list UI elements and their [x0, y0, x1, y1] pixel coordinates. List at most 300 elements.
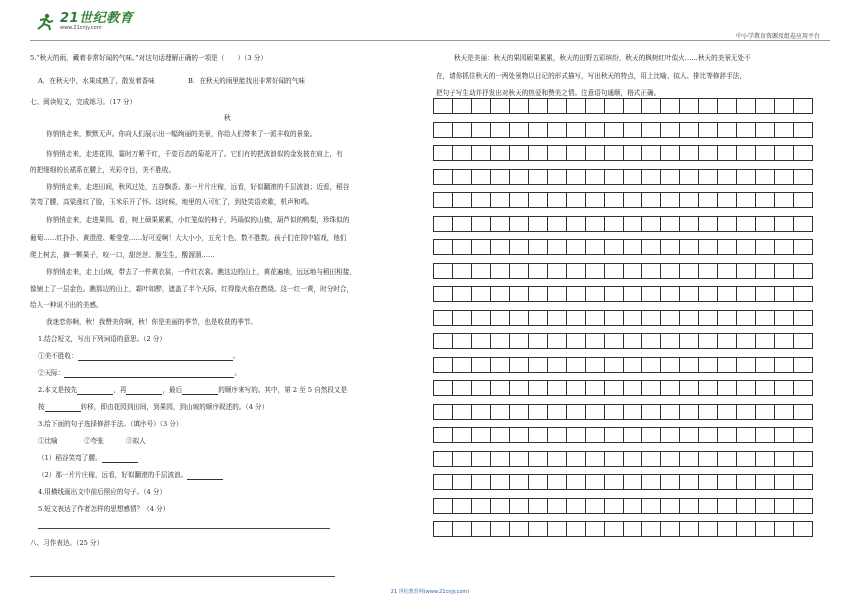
grid-cell[interactable] — [548, 428, 567, 442]
grid-cell[interactable] — [775, 170, 794, 184]
grid-cell[interactable] — [453, 170, 472, 184]
grid-cell[interactable] — [491, 240, 510, 254]
grid-cell[interactable] — [605, 193, 624, 207]
grid-cell[interactable] — [548, 240, 567, 254]
grid-cell[interactable] — [510, 123, 529, 137]
grid-cell[interactable] — [680, 475, 699, 489]
grid-cell[interactable] — [680, 264, 699, 278]
grid-cell[interactable] — [756, 99, 775, 113]
grid-cell[interactable] — [775, 499, 794, 513]
grid-cell[interactable] — [794, 475, 812, 489]
grid-cell[interactable] — [661, 381, 680, 395]
grid-cell[interactable] — [624, 311, 643, 325]
grid-cell[interactable] — [718, 264, 737, 278]
grid-cell[interactable] — [737, 428, 756, 442]
grid-cell[interactable] — [699, 334, 718, 348]
grid-cell[interactable] — [491, 287, 510, 301]
grid-cell[interactable] — [794, 405, 812, 419]
answer-blank[interactable] — [78, 353, 233, 361]
grid-cell[interactable] — [548, 311, 567, 325]
grid-cell[interactable] — [680, 240, 699, 254]
grid-cell[interactable] — [472, 334, 491, 348]
grid-cell[interactable] — [699, 428, 718, 442]
grid-cell[interactable] — [586, 428, 605, 442]
grid-cell[interactable] — [624, 428, 643, 442]
grid-cell[interactable] — [605, 334, 624, 348]
grid-cell[interactable] — [718, 217, 737, 231]
grid-cell[interactable] — [510, 522, 529, 536]
grid-cell[interactable] — [605, 240, 624, 254]
grid-cell[interactable] — [699, 264, 718, 278]
grid-cell[interactable] — [472, 170, 491, 184]
grid-cell[interactable] — [529, 123, 548, 137]
grid-cell[interactable] — [434, 405, 453, 419]
grid-cell[interactable] — [567, 123, 586, 137]
grid-cell[interactable] — [680, 334, 699, 348]
grid-cell[interactable] — [794, 522, 812, 536]
answer-blank[interactable] — [126, 387, 162, 395]
grid-cell[interactable] — [529, 264, 548, 278]
grid-cell[interactable] — [529, 287, 548, 301]
grid-cell[interactable] — [510, 311, 529, 325]
grid-cell[interactable] — [567, 311, 586, 325]
grid-cell[interactable] — [567, 475, 586, 489]
grid-cell[interactable] — [510, 170, 529, 184]
grid-cell[interactable] — [605, 311, 624, 325]
grid-cell[interactable] — [775, 264, 794, 278]
grid-cell[interactable] — [737, 311, 756, 325]
grid-cell[interactable] — [491, 381, 510, 395]
grid-cell[interactable] — [661, 405, 680, 419]
grid-cell[interactable] — [718, 428, 737, 442]
grid-cell[interactable] — [567, 146, 586, 160]
grid-cell[interactable] — [434, 522, 453, 536]
grid-cell[interactable] — [661, 475, 680, 489]
grid-cell[interactable] — [453, 217, 472, 231]
grid-cell[interactable] — [794, 170, 812, 184]
grid-cell[interactable] — [661, 217, 680, 231]
grid-cell[interactable] — [624, 264, 643, 278]
grid-cell[interactable] — [548, 452, 567, 466]
grid-cell[interactable] — [794, 334, 812, 348]
grid-cell[interactable] — [661, 170, 680, 184]
grid-cell[interactable] — [586, 123, 605, 137]
grid-cell[interactable] — [434, 217, 453, 231]
grid-cell[interactable] — [661, 358, 680, 372]
grid-cell[interactable] — [624, 193, 643, 207]
grid-cell[interactable] — [453, 311, 472, 325]
grid-cell[interactable] — [756, 475, 775, 489]
grid-cell[interactable] — [567, 499, 586, 513]
grid-cell[interactable] — [453, 193, 472, 207]
grid-cell[interactable] — [661, 123, 680, 137]
grid-cell[interactable] — [548, 405, 567, 419]
grid-cell[interactable] — [434, 475, 453, 489]
grid-cell[interactable] — [794, 217, 812, 231]
grid-cell[interactable] — [756, 452, 775, 466]
grid-cell[interactable] — [453, 334, 472, 348]
answer-blank[interactable] — [102, 455, 138, 463]
grid-cell[interactable] — [699, 99, 718, 113]
grid-cell[interactable] — [453, 452, 472, 466]
grid-cell[interactable] — [472, 405, 491, 419]
grid-cell[interactable] — [624, 217, 643, 231]
grid-cell[interactable] — [472, 264, 491, 278]
grid-cell[interactable] — [605, 99, 624, 113]
grid-cell[interactable] — [642, 499, 661, 513]
grid-cell[interactable] — [661, 146, 680, 160]
grid-cell[interactable] — [718, 240, 737, 254]
grid-cell[interactable] — [642, 522, 661, 536]
grid-cell[interactable] — [756, 334, 775, 348]
grid-cell[interactable] — [699, 381, 718, 395]
grid-cell[interactable] — [453, 522, 472, 536]
grid-cell[interactable] — [718, 522, 737, 536]
answer-blank[interactable] — [187, 472, 223, 480]
grid-cell[interactable] — [472, 381, 491, 395]
grid-cell[interactable] — [605, 381, 624, 395]
grid-cell[interactable] — [434, 287, 453, 301]
grid-cell[interactable] — [529, 170, 548, 184]
grid-cell[interactable] — [472, 123, 491, 137]
grid-cell[interactable] — [491, 334, 510, 348]
grid-cell[interactable] — [775, 99, 794, 113]
grid-cell[interactable] — [794, 264, 812, 278]
grid-cell[interactable] — [775, 123, 794, 137]
grid-cell[interactable] — [737, 405, 756, 419]
grid-cell[interactable] — [472, 193, 491, 207]
grid-cell[interactable] — [718, 358, 737, 372]
grid-cell[interactable] — [718, 452, 737, 466]
grid-cell[interactable] — [434, 99, 453, 113]
grid-cell[interactable] — [699, 499, 718, 513]
grid-cell[interactable] — [434, 428, 453, 442]
grid-cell[interactable] — [642, 264, 661, 278]
grid-cell[interactable] — [453, 123, 472, 137]
grid-cell[interactable] — [529, 475, 548, 489]
grid-cell[interactable] — [775, 475, 794, 489]
grid-cell[interactable] — [642, 287, 661, 301]
grid-cell[interactable] — [756, 193, 775, 207]
grid-cell[interactable] — [491, 358, 510, 372]
grid-cell[interactable] — [794, 240, 812, 254]
grid-cell[interactable] — [642, 334, 661, 348]
grid-cell[interactable] — [699, 287, 718, 301]
grid-cell[interactable] — [624, 99, 643, 113]
grid-cell[interactable] — [453, 287, 472, 301]
grid-cell[interactable] — [624, 381, 643, 395]
grid-cell[interactable] — [737, 358, 756, 372]
grid-cell[interactable] — [491, 123, 510, 137]
grid-cell[interactable] — [737, 287, 756, 301]
grid-cell[interactable] — [794, 311, 812, 325]
grid-cell[interactable] — [434, 193, 453, 207]
grid-cell[interactable] — [605, 146, 624, 160]
grid-cell[interactable] — [548, 264, 567, 278]
grid-cell[interactable] — [661, 428, 680, 442]
grid-cell[interactable] — [680, 428, 699, 442]
grid-cell[interactable] — [605, 405, 624, 419]
grid-cell[interactable] — [756, 311, 775, 325]
grid-cell[interactable] — [642, 193, 661, 207]
grid-cell[interactable] — [737, 334, 756, 348]
grid-cell[interactable] — [586, 146, 605, 160]
grid-cell[interactable] — [548, 193, 567, 207]
grid-cell[interactable] — [624, 334, 643, 348]
grid-cell[interactable] — [472, 146, 491, 160]
grid-cell[interactable] — [699, 193, 718, 207]
grid-cell[interactable] — [775, 311, 794, 325]
grid-cell[interactable] — [529, 522, 548, 536]
grid-cell[interactable] — [680, 381, 699, 395]
grid-cell[interactable] — [794, 381, 812, 395]
grid-cell[interactable] — [605, 475, 624, 489]
grid-cell[interactable] — [718, 381, 737, 395]
grid-cell[interactable] — [434, 123, 453, 137]
grid-cell[interactable] — [491, 428, 510, 442]
grid-cell[interactable] — [775, 522, 794, 536]
grid-cell[interactable] — [680, 311, 699, 325]
grid-cell[interactable] — [775, 405, 794, 419]
grid-cell[interactable] — [453, 428, 472, 442]
grid-cell[interactable] — [605, 170, 624, 184]
grid-cell[interactable] — [510, 287, 529, 301]
grid-cell[interactable] — [642, 146, 661, 160]
grid-cell[interactable] — [491, 193, 510, 207]
grid-cell[interactable] — [453, 499, 472, 513]
grid-cell[interactable] — [529, 311, 548, 325]
grid-cell[interactable] — [605, 123, 624, 137]
grid-cell[interactable] — [642, 452, 661, 466]
grid-cell[interactable] — [605, 499, 624, 513]
grid-cell[interactable] — [491, 452, 510, 466]
grid-cell[interactable] — [624, 240, 643, 254]
grid-cell[interactable] — [775, 334, 794, 348]
grid-cell[interactable] — [567, 193, 586, 207]
grid-cell[interactable] — [548, 381, 567, 395]
grid-cell[interactable] — [548, 99, 567, 113]
grid-cell[interactable] — [624, 287, 643, 301]
grid-cell[interactable] — [453, 475, 472, 489]
grid-cell[interactable] — [737, 475, 756, 489]
grid-cell[interactable] — [775, 240, 794, 254]
grid-cell[interactable] — [491, 217, 510, 231]
grid-cell[interactable] — [529, 381, 548, 395]
grid-cell[interactable] — [775, 217, 794, 231]
grid-cell[interactable] — [586, 499, 605, 513]
grid-cell[interactable] — [529, 499, 548, 513]
grid-cell[interactable] — [661, 452, 680, 466]
grid-cell[interactable] — [756, 499, 775, 513]
grid-cell[interactable] — [680, 522, 699, 536]
grid-cell[interactable] — [434, 381, 453, 395]
grid-cell[interactable] — [737, 381, 756, 395]
grid-cell[interactable] — [737, 522, 756, 536]
grid-cell[interactable] — [642, 311, 661, 325]
grid-cell[interactable] — [756, 240, 775, 254]
answer-blank[interactable] — [45, 404, 81, 412]
grid-cell[interactable] — [624, 452, 643, 466]
grid-cell[interactable] — [680, 499, 699, 513]
grid-cell[interactable] — [775, 381, 794, 395]
grid-cell[interactable] — [642, 358, 661, 372]
grid-cell[interactable] — [586, 381, 605, 395]
grid-cell[interactable] — [756, 405, 775, 419]
grid-cell[interactable] — [491, 522, 510, 536]
grid-cell[interactable] — [605, 264, 624, 278]
grid-cell[interactable] — [586, 99, 605, 113]
grid-cell[interactable] — [472, 428, 491, 442]
grid-cell[interactable] — [453, 146, 472, 160]
answer-blank[interactable] — [64, 370, 234, 378]
grid-cell[interactable] — [586, 311, 605, 325]
grid-cell[interactable] — [737, 217, 756, 231]
grid-cell[interactable] — [434, 311, 453, 325]
grid-cell[interactable] — [756, 264, 775, 278]
grid-cell[interactable] — [737, 146, 756, 160]
grid-cell[interactable] — [794, 123, 812, 137]
grid-cell[interactable] — [434, 334, 453, 348]
grid-cell[interactable] — [567, 287, 586, 301]
grid-cell[interactable] — [699, 311, 718, 325]
grid-cell[interactable] — [794, 358, 812, 372]
grid-cell[interactable] — [510, 475, 529, 489]
grid-cell[interactable] — [472, 522, 491, 536]
grid-cell[interactable] — [642, 381, 661, 395]
grid-cell[interactable] — [586, 522, 605, 536]
grid-cell[interactable] — [756, 358, 775, 372]
grid-cell[interactable] — [699, 240, 718, 254]
grid-cell[interactable] — [434, 452, 453, 466]
grid-cell[interactable] — [453, 264, 472, 278]
grid-cell[interactable] — [605, 452, 624, 466]
grid-cell[interactable] — [718, 334, 737, 348]
grid-cell[interactable] — [699, 358, 718, 372]
grid-cell[interactable] — [529, 217, 548, 231]
grid-cell[interactable] — [510, 499, 529, 513]
grid-cell[interactable] — [548, 123, 567, 137]
grid-cell[interactable] — [434, 146, 453, 160]
grid-cell[interactable] — [680, 99, 699, 113]
grid-cell[interactable] — [548, 475, 567, 489]
grid-cell[interactable] — [680, 193, 699, 207]
grid-cell[interactable] — [737, 99, 756, 113]
grid-cell[interactable] — [794, 193, 812, 207]
grid-cell[interactable] — [699, 522, 718, 536]
grid-cell[interactable] — [548, 287, 567, 301]
grid-cell[interactable] — [510, 405, 529, 419]
grid-cell[interactable] — [567, 381, 586, 395]
grid-cell[interactable] — [605, 358, 624, 372]
grid-cell[interactable] — [642, 405, 661, 419]
grid-cell[interactable] — [624, 499, 643, 513]
grid-cell[interactable] — [510, 240, 529, 254]
grid-cell[interactable] — [718, 405, 737, 419]
grid-cell[interactable] — [624, 405, 643, 419]
grid-cell[interactable] — [529, 193, 548, 207]
grid-cell[interactable] — [699, 405, 718, 419]
grid-cell[interactable] — [548, 146, 567, 160]
grid-cell[interactable] — [586, 264, 605, 278]
grid-cell[interactable] — [661, 287, 680, 301]
grid-cell[interactable] — [794, 99, 812, 113]
grid-cell[interactable] — [510, 428, 529, 442]
grid-cell[interactable] — [737, 499, 756, 513]
grid-cell[interactable] — [718, 287, 737, 301]
grid-cell[interactable] — [453, 358, 472, 372]
grid-cell[interactable] — [491, 99, 510, 113]
grid-cell[interactable] — [510, 264, 529, 278]
grid-cell[interactable] — [434, 358, 453, 372]
grid-cell[interactable] — [680, 170, 699, 184]
grid-cell[interactable] — [491, 499, 510, 513]
grid-cell[interactable] — [661, 311, 680, 325]
grid-cell[interactable] — [472, 452, 491, 466]
grid-cell[interactable] — [472, 287, 491, 301]
grid-cell[interactable] — [624, 170, 643, 184]
grid-cell[interactable] — [756, 522, 775, 536]
grid-cell[interactable] — [567, 240, 586, 254]
grid-cell[interactable] — [737, 452, 756, 466]
grid-cell[interactable] — [586, 287, 605, 301]
grid-cell[interactable] — [529, 146, 548, 160]
grid-cell[interactable] — [567, 405, 586, 419]
grid-cell[interactable] — [605, 522, 624, 536]
grid-cell[interactable] — [548, 334, 567, 348]
grid-cell[interactable] — [624, 146, 643, 160]
grid-cell[interactable] — [756, 170, 775, 184]
grid-cell[interactable] — [756, 217, 775, 231]
grid-cell[interactable] — [529, 452, 548, 466]
grid-cell[interactable] — [642, 240, 661, 254]
grid-cell[interactable] — [434, 264, 453, 278]
grid-cell[interactable] — [718, 499, 737, 513]
grid-cell[interactable] — [586, 405, 605, 419]
grid-cell[interactable] — [529, 99, 548, 113]
grid-cell[interactable] — [548, 170, 567, 184]
grid-cell[interactable] — [529, 405, 548, 419]
answer-blank[interactable] — [77, 387, 113, 395]
grid-cell[interactable] — [510, 381, 529, 395]
grid-cell[interactable] — [491, 405, 510, 419]
grid-cell[interactable] — [491, 146, 510, 160]
grid-cell[interactable] — [642, 217, 661, 231]
grid-cell[interactable] — [642, 99, 661, 113]
grid-cell[interactable] — [510, 334, 529, 348]
grid-cell[interactable] — [472, 99, 491, 113]
grid-cell[interactable] — [718, 193, 737, 207]
grid-cell[interactable] — [680, 123, 699, 137]
grid-cell[interactable] — [699, 170, 718, 184]
answer-line[interactable] — [38, 528, 330, 529]
grid-cell[interactable] — [642, 475, 661, 489]
grid-cell[interactable] — [586, 240, 605, 254]
grid-cell[interactable] — [586, 475, 605, 489]
grid-cell[interactable] — [680, 452, 699, 466]
grid-cell[interactable] — [794, 499, 812, 513]
grid-cell[interactable] — [586, 193, 605, 207]
grid-cell[interactable] — [794, 452, 812, 466]
grid-cell[interactable] — [756, 381, 775, 395]
grid-cell[interactable] — [472, 475, 491, 489]
grid-cell[interactable] — [586, 358, 605, 372]
grid-cell[interactable] — [775, 193, 794, 207]
grid-cell[interactable] — [661, 499, 680, 513]
grid-cell[interactable] — [472, 240, 491, 254]
answer-blank[interactable] — [182, 387, 218, 395]
grid-cell[interactable] — [529, 358, 548, 372]
grid-cell[interactable] — [718, 170, 737, 184]
